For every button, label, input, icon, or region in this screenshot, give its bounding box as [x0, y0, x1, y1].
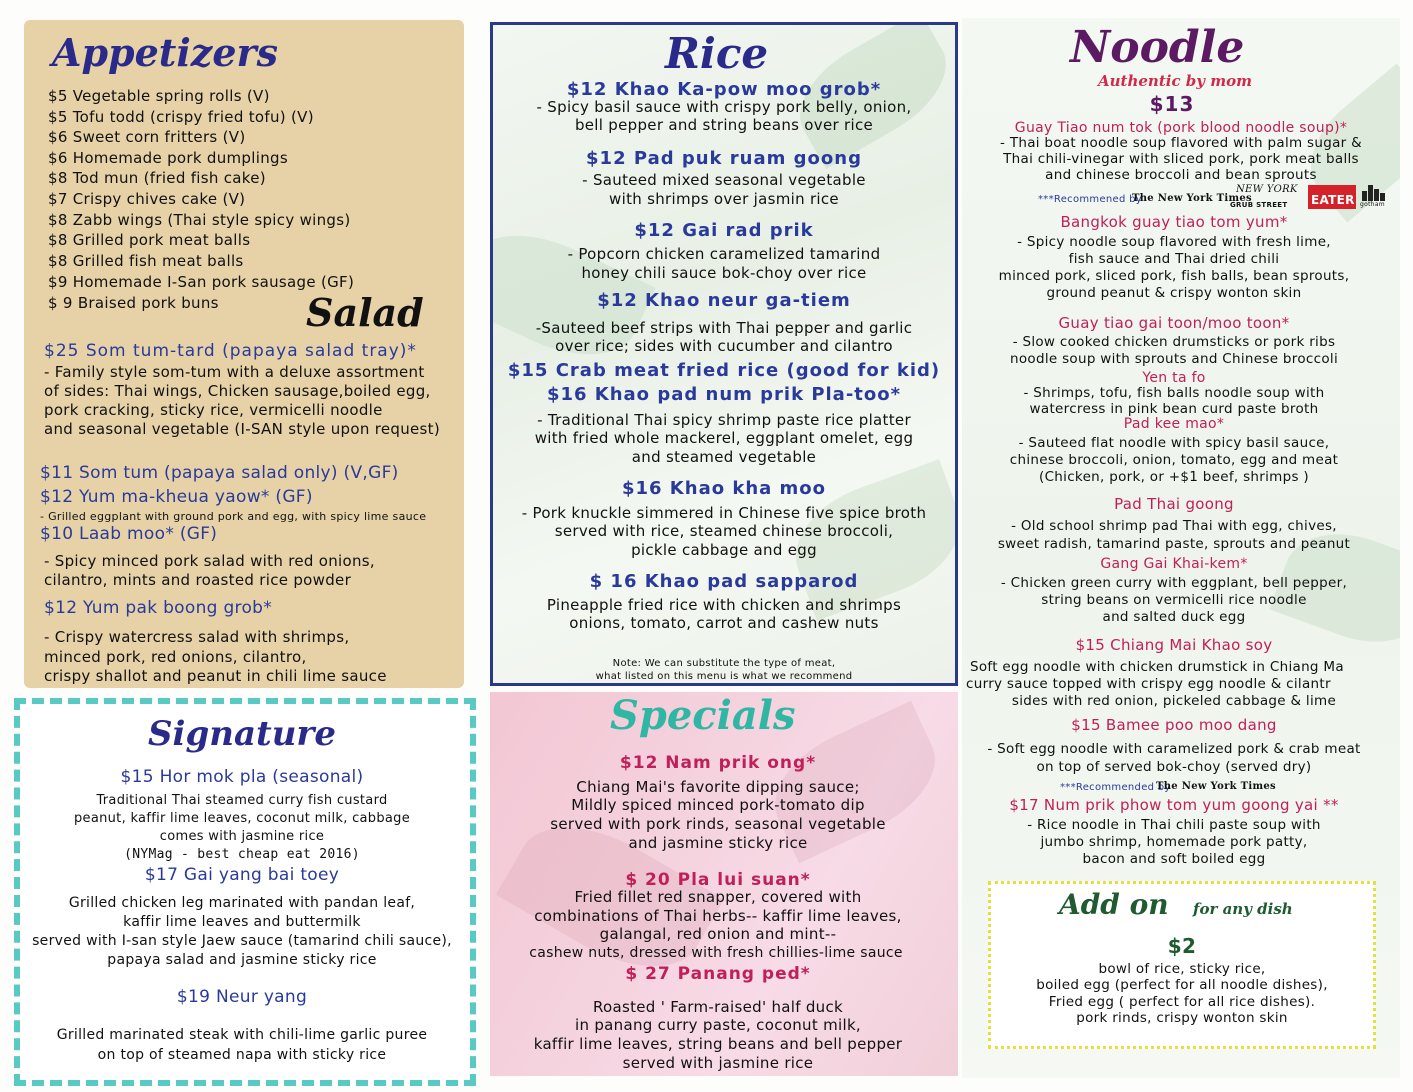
appetizer-item: $6 Homemade pork dumplings — [48, 149, 288, 167]
rice-title: Rice — [665, 29, 769, 78]
khao-soy-desc: sides with red onion, pickeled cabbage & lime — [1011, 693, 1337, 709]
rice-item-desc: with fried whole mackerel, eggplant omelet, egg — [534, 429, 914, 447]
recommended-label: ***Recommened by — [1038, 194, 1142, 205]
gang-gai-desc: - Chicken green curry with eggplant, bell pepper, — [1000, 575, 1348, 591]
gang-gai-name: Gang Gai Khai-kem* — [1100, 556, 1248, 572]
addon-title: Add on — [1059, 888, 1169, 921]
addon-panel — [988, 881, 1376, 1049]
rice-item-desc: -Sauteed beef strips with Thai pepper and garlic — [535, 319, 913, 337]
khao-soy-desc: curry sauce topped with crispy egg noodle & cilantr — [966, 676, 1331, 692]
laab-name: $10 Laab moo* (GF) — [40, 524, 218, 544]
pla-lui-name: $ 20 Pla lui suan* — [625, 870, 811, 890]
khao-soy-desc: Soft egg noodle with chicken drumstick in Chiang Ma — [970, 659, 1344, 675]
gai-yang-desc: Grilled chicken leg marinated with pandan leaf, — [68, 895, 416, 911]
yum-pak-desc: - Crispy watercress salad with shrimps, — [44, 628, 350, 646]
signature-title: Signature — [148, 714, 336, 754]
appetizer-item: $7 Crispy chives cake (V) — [48, 190, 246, 208]
yum-makheua-desc: - Grilled eggplant with ground pork and egg, with spicy lime sauce — [40, 510, 427, 523]
appetizer-item: $ 9 Braised pork buns — [48, 294, 219, 312]
num-prik-desc: jumbo shrimp, homemade pork patty, — [1040, 834, 1308, 850]
kee-mao-desc: chinese broccoli, onion, tomato, egg and meat — [1009, 452, 1339, 468]
rice-item-desc: with shrimps over jasmin rice — [609, 190, 839, 208]
rice-item-name: $16 Khao kha moo — [621, 478, 827, 499]
addon-line: boiled egg (perfect for all noodle dishes), — [1036, 977, 1328, 993]
gai-yang-desc: served with I-san style Jaew sauce (tamarind chili sauce), — [32, 933, 452, 949]
rice-item-name: $12 Khao neur ga-tiem — [597, 290, 851, 311]
guay-tiao-desc: and chinese broccoli and bean sprouts — [1045, 167, 1317, 183]
yen-ta-fo-desc: watercress in pink bean curd paste broth — [1029, 401, 1319, 417]
yum-pak-desc: crispy shallot and peanut in chili lime sauce — [44, 667, 387, 685]
gai-yang-desc: papaya salad and jasmine sticky rice — [107, 952, 377, 968]
rice-item-desc: over rice; sides with cucumber and cilantro — [555, 337, 893, 355]
nam-prik-desc: and jasmine sticky rice — [628, 834, 808, 852]
signature-panel — [14, 698, 476, 1086]
pad-thai-name: Pad Thai goong — [1114, 495, 1234, 513]
rice-item-desc: bell pepper and string beans over rice — [574, 116, 874, 134]
rice-item-name: $16 Khao pad num prik Pla-too* — [546, 384, 902, 405]
nam-prik-desc: Chiang Mai's favorite dipping sauce; — [576, 778, 860, 796]
bangkok-name: Bangkok guay tiao tom yum* — [1060, 213, 1288, 231]
appetizer-item: $8 Tod mun (fried fish cake) — [48, 169, 266, 187]
num-prik-desc: - Rice noodle in Thai chili paste soup with — [1027, 817, 1321, 833]
kee-mao-name: Pad kee mao* — [1123, 416, 1225, 432]
eater-logo — [1308, 185, 1356, 209]
rice-item-name: $12 Pad puk ruam goong — [586, 148, 862, 169]
kee-mao-desc: - Sauteed flat noodle with spicy basil sauce, — [1018, 435, 1330, 451]
panang-name: $ 27 Panang ped* — [625, 964, 811, 984]
panang-desc: served with jasmine rice — [622, 1054, 814, 1072]
rice-item-name: $ 16 Khao pad sapparod — [589, 571, 859, 592]
rice-item-desc: - Spicy basil sauce with crispy pork belly, onion, — [536, 98, 912, 116]
guay-tiao-desc: - Thai boat noodle soup flavored with palm sugar & — [1000, 135, 1362, 151]
som-tum-tard-desc: - Family style som-tum with a deluxe assortment — [44, 363, 425, 381]
som-tum-name: $11 Som tum (papaya salad only) (V,GF) — [40, 463, 399, 483]
specials-title: Specials — [610, 692, 796, 739]
rice-item-desc: Pineapple fried rice with chicken and shrimps — [546, 596, 902, 614]
pad-thai-desc: sweet radish, tamarind paste, sprouts and peanut — [997, 536, 1351, 552]
nam-prik-desc: Mildly spiced minced pork-tomato dip — [571, 796, 865, 814]
khao-soy-name: $15 Chiang Mai Khao soy — [1075, 636, 1273, 654]
addon-line: Fried egg ( perfect for all rice dishes). — [1048, 994, 1316, 1010]
bangkok-desc: - Spicy noodle soup flavored with fresh lime, — [1017, 234, 1331, 250]
panang-desc: in panang curry paste, coconut milk, — [574, 1016, 862, 1034]
appetizers-title: Appetizers — [52, 30, 278, 75]
bamee-name: $15 Bamee poo moo dang — [1071, 716, 1277, 734]
neur-yang-desc: on top of steamed napa with sticky rice — [97, 1047, 387, 1063]
hor-mok-name: $15 Hor mok pla (seasonal) — [120, 767, 364, 787]
nyt-logo: The New York Times — [1132, 193, 1252, 204]
rice-item-desc: and steamed vegetable — [631, 448, 817, 466]
panang-desc: Roasted ' Farm-raised' half duck — [592, 998, 844, 1016]
gai-toon-name: Guay tiao gai toon/moo toon* — [1058, 314, 1290, 332]
yen-ta-fo-name: Yen ta fo — [1142, 370, 1206, 386]
laab-desc: - Spicy minced pork salad with red onions, — [44, 552, 375, 570]
guay-tiao-name: Guay Tiao num tok (pork blood noodle soup)* — [1014, 120, 1348, 136]
bangkok-desc: fish sauce and Thai dried chili — [1068, 251, 1280, 267]
nam-prik-desc: served with pork rinds, seasonal vegetable — [550, 815, 886, 833]
addon-line: pork rinds, crispy wonton skin — [1076, 1010, 1288, 1026]
hor-mok-desc: Traditional Thai steamed curry fish custard — [96, 793, 388, 808]
appetizer-item: $6 Sweet corn fritters (V) — [48, 128, 246, 146]
guay-tiao-desc: Thai chili-vinegar with sliced pork, pork meat balls — [1003, 151, 1359, 167]
rice-item-desc: - Pork knuckle simmered in Chinese five spice broth — [521, 504, 927, 522]
panang-desc: kaffir lime leaves, string beans and bell pepper — [533, 1035, 903, 1053]
pla-lui-desc: cashew nuts, dressed with fresh chillies-lime sauce — [529, 945, 903, 961]
gai-toon-desc: noodle soup with sprouts and Chinese broccoli — [1009, 351, 1339, 367]
gai-yang-desc: kaffir lime leaves and buttermilk — [123, 914, 361, 930]
appetizers-salad-panel — [24, 20, 464, 688]
bamee-desc: on top of served bok-choy (served dry) — [1036, 759, 1312, 775]
salad-title: Salad — [306, 290, 424, 335]
num-prik-name: $17 Num prik phow tom yum goong yai ** — [1009, 796, 1339, 814]
rice-item-desc: onions, tomato, carrot and cashew nuts — [569, 614, 879, 632]
noodle-subtitle: Authentic by mom — [1098, 72, 1252, 90]
pla-lui-desc: galangal, red onion and mint-- — [599, 925, 837, 943]
pad-thai-desc: - Old school shrimp pad Thai with egg, chives, — [1011, 518, 1337, 534]
appetizer-item: $5 Vegetable spring rolls (V) — [48, 87, 270, 105]
bamee-nyt-logo: The New York Times — [1156, 781, 1276, 792]
pla-lui-desc: combinations of Thai herbs-- kaffir lime leaves, — [534, 907, 902, 925]
rice-item-desc: served with rice, steamed chinese broccoli, — [554, 522, 894, 540]
som-tum-tard-desc: pork cracking, sticky rice, vermicelli noodle — [44, 401, 383, 419]
nymag-logo: NEW YORK — [1236, 184, 1298, 195]
eater-label: EATER — [1311, 193, 1355, 207]
laab-desc: cilantro, mints and roasted rice powder — [44, 571, 352, 589]
gang-gai-desc: string beans on vermicelli rice noodle — [1041, 592, 1307, 608]
bamee-recommended-label: ***Recommended by — [1060, 782, 1171, 793]
rice-note: Note: We can substitute the type of meat, — [612, 658, 836, 669]
addon-price: $2 — [1167, 934, 1197, 958]
hor-mok-desc: comes with jasmine rice — [159, 829, 325, 844]
appetizer-item: $8 Zabb wings (Thai style spicy wings) — [48, 211, 351, 229]
rice-item-name: $15 Crab meat fried rice (good for kid) — [507, 360, 941, 381]
pla-lui-desc: Fried fillet red snapper, covered with — [574, 888, 862, 906]
noodle-price: $13 — [1149, 92, 1195, 116]
som-tum-tard-name: $25 Som tum-tard (papaya salad tray)* — [44, 341, 417, 361]
rice-item-desc: - Popcorn chicken caramelized tamarind — [567, 245, 881, 263]
som-tum-tard-desc: of sides: Thai wings, Chicken sausage,boiled egg, — [44, 382, 431, 400]
som-tum-tard-desc: and seasonal vegetable (I-SAN style upon request) — [44, 420, 440, 438]
yum-pak-desc: minced pork, red onions, cilantro, — [44, 648, 307, 666]
noodle-title: Noodle — [1070, 22, 1245, 73]
rice-item-name: $12 Gai rad prik — [634, 220, 814, 241]
bangkok-desc: minced pork, sliced pork, fish balls, bean sprouts, — [998, 268, 1350, 284]
bangkok-desc: ground peanut & crispy wonton skin — [1046, 285, 1302, 301]
appetizer-item: $9 Homemade I-San pork sausage (GF) — [48, 273, 355, 291]
gai-toon-desc: - Slow cooked chicken drumsticks or pork ribs — [1012, 334, 1336, 350]
rice-panel — [490, 22, 958, 686]
rice-item-name: $12 Khao Ka-pow moo grob* — [566, 79, 882, 100]
rice-item-desc: pickle cabbage and egg — [631, 541, 817, 559]
neur-yang-name: $19 Neur yang — [176, 987, 308, 1007]
neur-yang-desc: Grilled marinated steak with chili-lime garlic puree — [56, 1027, 428, 1043]
gang-gai-desc: and salted duck egg — [1102, 609, 1246, 625]
yum-makheua-name: $12 Yum ma-kheua yaow* (GF) — [40, 487, 313, 507]
appetizer-item: $8 Grilled pork meat balls — [48, 231, 251, 249]
gai-yang-name: $17 Gai yang bai toey — [144, 865, 340, 885]
appetizer-item: $5 Tofu todd (crispy fried tofu) (V) — [48, 108, 314, 126]
yum-pak-name: $12 Yum pak boong grob* — [44, 598, 273, 618]
hor-mok-desc: peanut, kaffir lime leaves, coconut milk, cabbage — [73, 811, 411, 826]
rice-item-desc: honey chili sauce bok-choy over rice — [581, 264, 867, 282]
kee-mao-desc: (Chicken, pork, or +$1 beef, shrimps ) — [1039, 469, 1309, 485]
addon-line: bowl of rice, sticky rice, — [1098, 961, 1266, 977]
grub-street-logo: GRUB STREET — [1230, 201, 1288, 209]
rice-note: what listed on this menu is what we recommend — [595, 671, 853, 682]
rice-item-desc: - Sauteed mixed seasonal vegetable — [582, 171, 866, 189]
hor-mok-note: (NYMag - best cheap eat 2016) — [124, 847, 360, 862]
yen-ta-fo-desc: - Shrimps, tofu, fish balls noodle soup with — [1023, 385, 1325, 401]
nam-prik-name: $12 Nam prik ong* — [619, 753, 817, 773]
gotham-logo — [1360, 183, 1388, 209]
rice-item-desc: - Traditional Thai spicy shrimp paste rice platter — [537, 411, 911, 429]
addon-subtitle: for any dish — [1193, 900, 1293, 918]
appetizer-item: $8 Grilled fish meat balls — [48, 252, 244, 270]
specials-panel — [490, 692, 958, 1076]
gotham-label: gotham — [1360, 201, 1385, 208]
bamee-desc: - Soft egg noodle with caramelized pork & crab meat — [987, 741, 1361, 757]
num-prik-desc: bacon and soft boiled egg — [1082, 851, 1266, 867]
